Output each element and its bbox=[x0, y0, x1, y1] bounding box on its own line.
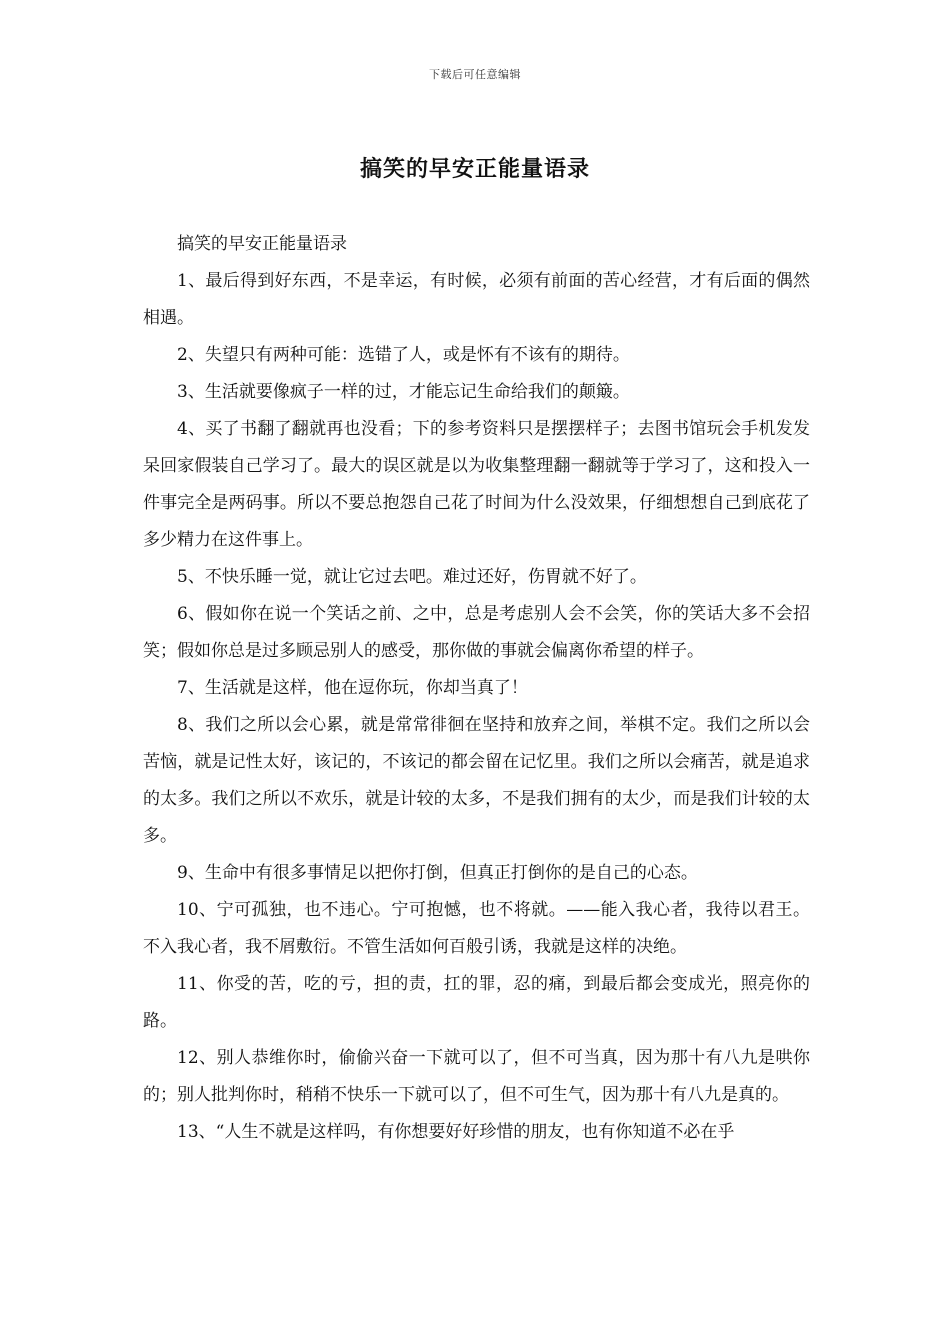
paragraph-5: 5、不快乐睡一觉，就让它过去吧。难过还好，伤胃就不好了。 bbox=[177, 567, 647, 587]
paragraph-8: 8、我们之所以会心累，就是常常徘徊在坚持和放弃之间，举棋不定。我们之所以会苦恼，就是记性太好，该记的，不该记的都会留在记忆里。我们之所以会痛苦，就是追求的太多。我们之所以不欢乐，就是计较的太多，不是我们拥有的太少，而是我们计较的太多。 bbox=[143, 715, 810, 846]
paragraph-7: 7、生活就是这样，他在逗你玩，你却当真了！ bbox=[177, 678, 528, 698]
paragraph-2: 2、失望只有两种可能：选错了人，或是怀有不该有的期待。 bbox=[177, 345, 630, 365]
header-note: 下载后可任意编辑 bbox=[429, 68, 521, 81]
paragraph-6: 6、假如你在说一个笑话之前、之中，总是考虑别人会不会笑，你的笑话大多不会招笑；假如你总是过多顾忌别人的感受，那你做的事就会偏离你希望的样子。 bbox=[143, 604, 810, 661]
document-title: 搞笑的早安正能量语录 bbox=[359, 156, 590, 182]
document-body bbox=[143, 226, 810, 1151]
paragraph-11: 11、你受的苦，吃的亏，担的责，扛的罪，忍的痛，到最后都会变成光，照亮你的路。 bbox=[143, 974, 810, 1031]
paragraph-4: 4、买了书翻了翻就再也没看；下的参考资料只是摆摆样子；去图书馆玩会手机发发呆回家假装自己学习了。最大的误区就是以为收集整理翻一翻就等于学习了，这和投入一件事完全是两码事。所以不要总抱怨自己花了时间为什么没效果，仔细想想自己到底花了多少精力在这件事上。 bbox=[143, 419, 810, 550]
paragraph-13: 13、“人生不就是这样吗，有你想要好好珍惜的朋友，也有你知道不必在乎 bbox=[177, 1122, 735, 1142]
paragraph-10: 10、宁可孤独，也不违心。宁可抱憾，也不将就。——能入我心者，我待以君王。不入我心者，我不屑敷衍。不管生活如何百般引诱，我就是这样的决绝。 bbox=[143, 900, 810, 957]
paragraph-12: 12、别人恭维你时，偷偷兴奋一下就可以了，但不可当真，因为那十有八九是哄你的；别人批判你时，稍稍不快乐一下就可以了，但不可生气，因为那十有八九是真的。 bbox=[143, 1048, 810, 1105]
paragraph-9: 9、生命中有很多事情足以把你打倒，但真正打倒你的是自己的心态。 bbox=[177, 863, 698, 883]
paragraph-1: 1、最后得到好东西，不是幸运，有时候，必须有前面的苦心经营，才有后面的偶然相遇。 bbox=[143, 271, 810, 328]
paragraph-subtitle: 搞笑的早安正能量语录 bbox=[177, 234, 347, 254]
paragraph-3: 3、生活就要像疯子一样的过，才能忘记生命给我们的颠簸。 bbox=[177, 382, 630, 402]
